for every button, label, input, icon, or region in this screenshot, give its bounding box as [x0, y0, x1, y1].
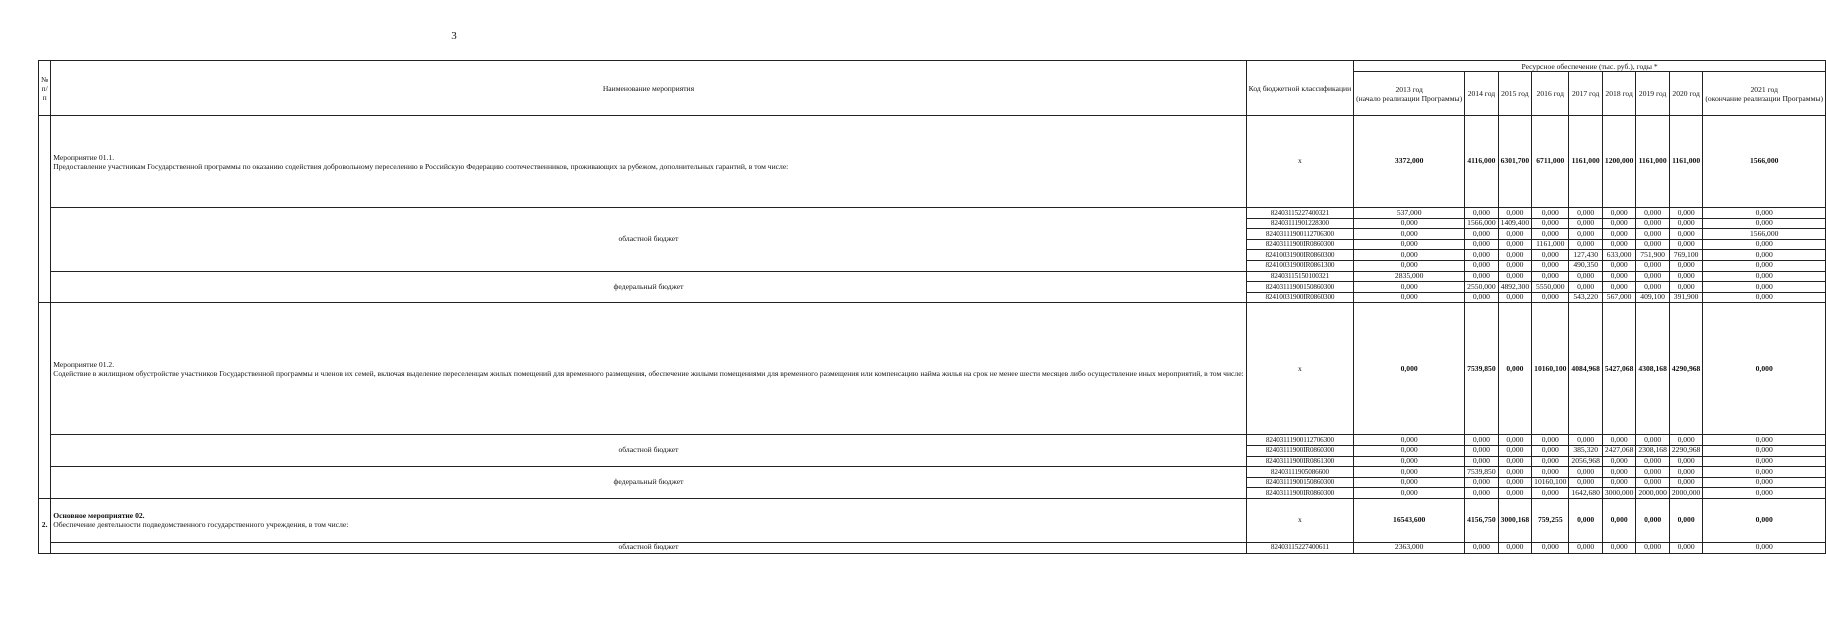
amount-cell: 1161,000 [1532, 239, 1569, 250]
header-year-7: 2020 год [1669, 72, 1702, 116]
budget-code: 82403115227400611 [1246, 542, 1353, 553]
section-number [39, 303, 51, 499]
amount-cell: 1642,680 [1569, 488, 1602, 499]
page-number: 3 [451, 30, 457, 42]
section-number: 2. [39, 498, 51, 553]
amount-cell: 0,000 [1354, 477, 1465, 488]
amount-cell: 3000,000 [1602, 488, 1635, 499]
amount-cell: 0,000 [1602, 260, 1635, 271]
amount-cell: 0,000 [1602, 271, 1635, 282]
budget-source: областной бюджет [51, 542, 1246, 553]
amount-cell: 0,000 [1569, 239, 1602, 250]
amount-cell: 0,000 [1636, 260, 1669, 271]
amount-cell: 0,000 [1465, 208, 1498, 219]
amount-cell: 4892,300 [1498, 282, 1531, 293]
amount-cell: 0,000 [1703, 271, 1826, 282]
amount-cell: 0,000 [1354, 292, 1465, 303]
budget-code: 82403111900IR0860300 [1246, 488, 1353, 499]
amount-cell: 0,000 [1669, 229, 1702, 240]
section-title: Мероприятие 01.2. [53, 359, 115, 369]
amount-cell: 0,000 [1569, 467, 1602, 478]
amount-cell: 0,000 [1498, 435, 1531, 446]
amount-cell: 0,000 [1498, 456, 1531, 467]
amount-cell: 0,000 [1602, 542, 1635, 553]
amount-cell: 0,000 [1498, 467, 1531, 478]
amount-cell: 0,000 [1669, 271, 1702, 282]
amount-cell: 0,000 [1669, 282, 1702, 293]
header-year-1: 2014 год [1465, 72, 1498, 116]
header-year-6: 2019 год [1636, 72, 1669, 116]
amount-cell: 0,000 [1465, 477, 1498, 488]
amount-cell: 0,000 [1669, 218, 1702, 229]
amount-cell: 633,000 [1602, 250, 1635, 261]
amount-cell: 127,430 [1569, 250, 1602, 261]
section-text: Содействие в жилищном обустройстве участников Государственной программы и членов их семей, включая выделение переселенцам жилых помещений для временного размещения, обеспечение жилыми помещениями для временного размещения или компенсацию найма жилья на срок не менее шести месяцев либо осуществление иных мероприятий, в том числе: [53, 368, 1244, 378]
amount-cell: 0,000 [1498, 445, 1531, 456]
amount-cell: 0,000 [1636, 542, 1669, 553]
header-event-name: Наименование мероприятия [51, 61, 1246, 116]
resource-table [38, 60, 1826, 554]
header-year-4: 2017 год [1569, 72, 1602, 116]
amount-cell: 0,000 [1602, 282, 1635, 293]
amount-cell: 2056,968 [1569, 456, 1602, 467]
amount-cell: 0,000 [1703, 208, 1826, 219]
section-event-description [51, 116, 1246, 208]
budget-code: 82410031900IR0860300 [1246, 250, 1353, 261]
amount-cell: 0,000 [1636, 467, 1669, 478]
amount-cell: 0,000 [1465, 239, 1498, 250]
amount-cell: 0,000 [1569, 271, 1602, 282]
amount-cell: 0,000 [1669, 208, 1702, 219]
amount-cell: 2427,068 [1602, 445, 1635, 456]
section-total-8: 0,000 [1703, 303, 1826, 435]
section-total-0: 0,000 [1354, 303, 1465, 435]
amount-cell: 0,000 [1636, 239, 1669, 250]
header-year-0: 2013 год (начало реализации Программы) [1354, 72, 1465, 116]
section-total-5: 1200,000 [1602, 116, 1635, 208]
budget-code: 82410031900IR0860300 [1246, 292, 1353, 303]
section-total-7: 4290,968 [1669, 303, 1702, 435]
amount-cell: 0,000 [1465, 250, 1498, 261]
amount-cell: 0,000 [1669, 542, 1702, 553]
section-total-4: 1161,000 [1569, 116, 1602, 208]
budget-source: областной бюджет [51, 435, 1246, 467]
amount-cell: 0,000 [1465, 271, 1498, 282]
amount-cell: 0,000 [1602, 435, 1635, 446]
amount-cell: 490,350 [1569, 260, 1602, 271]
amount-cell: 0,000 [1498, 542, 1531, 553]
section-total-2: 6301,700 [1498, 116, 1531, 208]
amount-cell: 0,000 [1703, 260, 1826, 271]
section-total-3: 759,255 [1532, 498, 1569, 542]
amount-cell: 0,000 [1532, 292, 1569, 303]
section-total-3: 6711,000 [1532, 116, 1569, 208]
section-total-7: 0,000 [1669, 498, 1702, 542]
amount-cell: 0,000 [1354, 260, 1465, 271]
amount-cell: 0,000 [1354, 218, 1465, 229]
section-code: х [1246, 116, 1353, 208]
amount-cell: 0,000 [1569, 229, 1602, 240]
amount-cell: 0,000 [1532, 218, 1569, 229]
amount-cell: 0,000 [1465, 435, 1498, 446]
amount-cell: 0,000 [1636, 456, 1669, 467]
amount-cell: 0,000 [1498, 250, 1531, 261]
amount-cell: 0,000 [1354, 435, 1465, 446]
amount-cell: 0,000 [1703, 488, 1826, 499]
header-year-8: 2021 год (окончание реализации Программы) [1703, 72, 1826, 116]
section-total-8: 0,000 [1703, 498, 1826, 542]
section-total-4: 4084,968 [1569, 303, 1602, 435]
budget-code: 82403115150100321 [1246, 271, 1353, 282]
amount-cell: 0,000 [1532, 271, 1569, 282]
amount-cell: 2290,968 [1669, 445, 1702, 456]
header-resources: Ресурсное обеспечение (тыс. руб.), годы * [1354, 61, 1826, 72]
section-total-2: 0,000 [1498, 303, 1531, 435]
amount-cell: 0,000 [1532, 542, 1569, 553]
amount-cell: 0,000 [1602, 229, 1635, 240]
amount-cell: 0,000 [1465, 456, 1498, 467]
budget-code: 82403111900150860300 [1246, 282, 1353, 293]
amount-cell: 0,000 [1498, 229, 1531, 240]
budget-code: 82403111900150860300 [1246, 477, 1353, 488]
header-row-number: № п/ п [39, 61, 51, 116]
section-total-7: 1161,000 [1669, 116, 1702, 208]
amount-cell: 0,000 [1602, 467, 1635, 478]
amount-cell: 0,000 [1354, 229, 1465, 240]
amount-cell: 0,000 [1636, 229, 1669, 240]
amount-cell: 0,000 [1465, 542, 1498, 553]
amount-cell: 0,000 [1703, 477, 1826, 488]
budget-code: 82403111900112706300 [1246, 435, 1353, 446]
amount-cell: 0,000 [1703, 445, 1826, 456]
section-total-1: 4156,750 [1465, 498, 1498, 542]
amount-cell: 0,000 [1669, 456, 1702, 467]
amount-cell: 7539,850 [1465, 467, 1498, 478]
amount-cell: 1409,400 [1498, 218, 1531, 229]
amount-cell: 0,000 [1532, 435, 1569, 446]
amount-cell: 2000,000 [1636, 488, 1669, 499]
amount-cell: 0,000 [1569, 282, 1602, 293]
amount-cell: 0,000 [1636, 282, 1669, 293]
amount-cell: 0,000 [1569, 435, 1602, 446]
amount-cell: 2000,000 [1669, 488, 1702, 499]
table-row [39, 467, 1826, 478]
amount-cell: 0,000 [1636, 208, 1669, 219]
amount-cell: 0,000 [1569, 477, 1602, 488]
amount-cell: 0,000 [1354, 488, 1465, 499]
amount-cell: 0,000 [1498, 488, 1531, 499]
amount-cell: 0,000 [1532, 229, 1569, 240]
amount-cell: 0,000 [1465, 488, 1498, 499]
amount-cell: 0,000 [1703, 292, 1826, 303]
section-text: Обеспечение деятельности подведомственного государственного учреждения, в том числе: [53, 520, 349, 530]
budget-source: федеральный бюджет [51, 271, 1246, 303]
section-title: Мероприятие 01.1. [53, 152, 115, 162]
section-total-5: 5427,068 [1602, 303, 1635, 435]
amount-cell: 0,000 [1569, 542, 1602, 553]
amount-cell: 10160,100 [1532, 477, 1569, 488]
amount-cell: 0,000 [1465, 229, 1498, 240]
amount-cell: 0,000 [1703, 218, 1826, 229]
amount-cell: 391,900 [1669, 292, 1702, 303]
amount-cell: 0,000 [1354, 445, 1465, 456]
amount-cell: 751,900 [1636, 250, 1669, 261]
section-text: Предоставление участникам Государственной программы по оказанию содействия добровольному переселению в Российскую Федерацию соотечественников, проживающих за рубежом, дополнительных гарантий, в том числе: [53, 161, 789, 171]
section-total-4: 0,000 [1569, 498, 1602, 542]
section-total-2: 3000,168 [1498, 498, 1531, 542]
section-total-1: 7539,850 [1465, 303, 1498, 435]
section-total-6: 1161,000 [1636, 116, 1669, 208]
table-row [39, 208, 1826, 219]
amount-cell: 0,000 [1498, 208, 1531, 219]
section-code: х [1246, 498, 1353, 542]
amount-cell: 0,000 [1602, 208, 1635, 219]
budget-code: 82403111900IR0860300 [1246, 239, 1353, 250]
amount-cell: 385,320 [1569, 445, 1602, 456]
amount-cell: 0,000 [1602, 218, 1635, 229]
amount-cell: 0,000 [1569, 218, 1602, 229]
amount-cell: 0,000 [1703, 282, 1826, 293]
amount-cell: 1566,000 [1703, 229, 1826, 240]
amount-cell: 0,000 [1636, 477, 1669, 488]
amount-cell: 0,000 [1602, 456, 1635, 467]
amount-cell: 0,000 [1703, 435, 1826, 446]
amount-cell: 0,000 [1669, 260, 1702, 271]
amount-cell: 0,000 [1703, 250, 1826, 261]
section-total-6: 0,000 [1636, 498, 1669, 542]
section-title: Основное мероприятие 02. [53, 511, 145, 521]
amount-cell: 0,000 [1602, 239, 1635, 250]
amount-cell: 0,000 [1703, 456, 1826, 467]
amount-cell: 0,000 [1498, 477, 1531, 488]
amount-cell: 0,000 [1532, 208, 1569, 219]
table-row [39, 271, 1826, 282]
amount-cell: 0,000 [1669, 467, 1702, 478]
amount-cell: 0,000 [1354, 467, 1465, 478]
section-number [39, 116, 51, 303]
section-code: х [1246, 303, 1353, 435]
budget-source: федеральный бюджет [51, 467, 1246, 499]
amount-cell: 0,000 [1703, 467, 1826, 478]
budget-source: областной бюджет [51, 208, 1246, 272]
amount-cell: 0,000 [1669, 477, 1702, 488]
amount-cell: 2363,000 [1354, 542, 1465, 553]
header-budget-code: Код бюджетной классификации [1246, 61, 1353, 116]
amount-cell: 0,000 [1636, 218, 1669, 229]
amount-cell: 0,000 [1354, 282, 1465, 293]
amount-cell: 0,000 [1569, 208, 1602, 219]
budget-code: 82403111900112706300 [1246, 229, 1353, 240]
section-total-6: 4308,168 [1636, 303, 1669, 435]
amount-cell: 0,000 [1636, 271, 1669, 282]
amount-cell: 0,000 [1636, 435, 1669, 446]
amount-cell: 2308,168 [1636, 445, 1669, 456]
section-total-0: 16543,600 [1354, 498, 1465, 542]
amount-cell: 0,000 [1669, 435, 1702, 446]
header-year-2: 2015 год [1498, 72, 1531, 116]
amount-cell: 0,000 [1703, 239, 1826, 250]
budget-code: 82403115227400321 [1246, 208, 1353, 219]
section-total-0: 3372,000 [1354, 116, 1465, 208]
amount-cell: 0,000 [1703, 542, 1826, 553]
amount-cell: 0,000 [1498, 239, 1531, 250]
amount-cell: 0,000 [1465, 445, 1498, 456]
amount-cell: 0,000 [1532, 467, 1569, 478]
amount-cell: 5550,000 [1532, 282, 1569, 293]
amount-cell: 0,000 [1354, 239, 1465, 250]
amount-cell: 0,000 [1669, 239, 1702, 250]
amount-cell: 0,000 [1354, 456, 1465, 467]
amount-cell: 2835,000 [1354, 271, 1465, 282]
section-event-description [51, 303, 1246, 435]
amount-cell: 1566,000 [1465, 218, 1498, 229]
amount-cell: 0,000 [1532, 260, 1569, 271]
amount-cell: 0,000 [1498, 271, 1531, 282]
amount-cell: 0,000 [1602, 477, 1635, 488]
amount-cell: 2550,000 [1465, 282, 1498, 293]
amount-cell: 0,000 [1532, 445, 1569, 456]
amount-cell: 0,000 [1532, 488, 1569, 499]
amount-cell: 0,000 [1532, 250, 1569, 261]
budget-code: 82403111900IR0861300 [1246, 456, 1353, 467]
amount-cell: 0,000 [1498, 292, 1531, 303]
table-row [39, 435, 1826, 446]
section-total-1: 4116,000 [1465, 116, 1498, 208]
amount-cell: 409,100 [1636, 292, 1669, 303]
header-year-5: 2018 год [1602, 72, 1635, 116]
amount-cell: 769,100 [1669, 250, 1702, 261]
section-total-5: 0,000 [1602, 498, 1635, 542]
amount-cell: 0,000 [1498, 260, 1531, 271]
amount-cell: 0,000 [1532, 456, 1569, 467]
budget-code: 82410031900IR0861300 [1246, 260, 1353, 271]
amount-cell: 543,220 [1569, 292, 1602, 303]
amount-cell: 537,000 [1354, 208, 1465, 219]
amount-cell: 0,000 [1354, 250, 1465, 261]
section-total-3: 10160,100 [1532, 303, 1569, 435]
budget-code: 82403111905086600 [1246, 467, 1353, 478]
amount-cell: 0,000 [1465, 260, 1498, 271]
section-event-description [51, 498, 1246, 542]
amount-cell: 0,000 [1465, 292, 1498, 303]
budget-code: 82403111900IR0860300 [1246, 445, 1353, 456]
table-row [39, 542, 1826, 553]
amount-cell: 567,000 [1602, 292, 1635, 303]
budget-code: 82403111901228300 [1246, 218, 1353, 229]
header-year-3: 2016 год [1532, 72, 1569, 116]
section-total-8: 1566,000 [1703, 116, 1826, 208]
